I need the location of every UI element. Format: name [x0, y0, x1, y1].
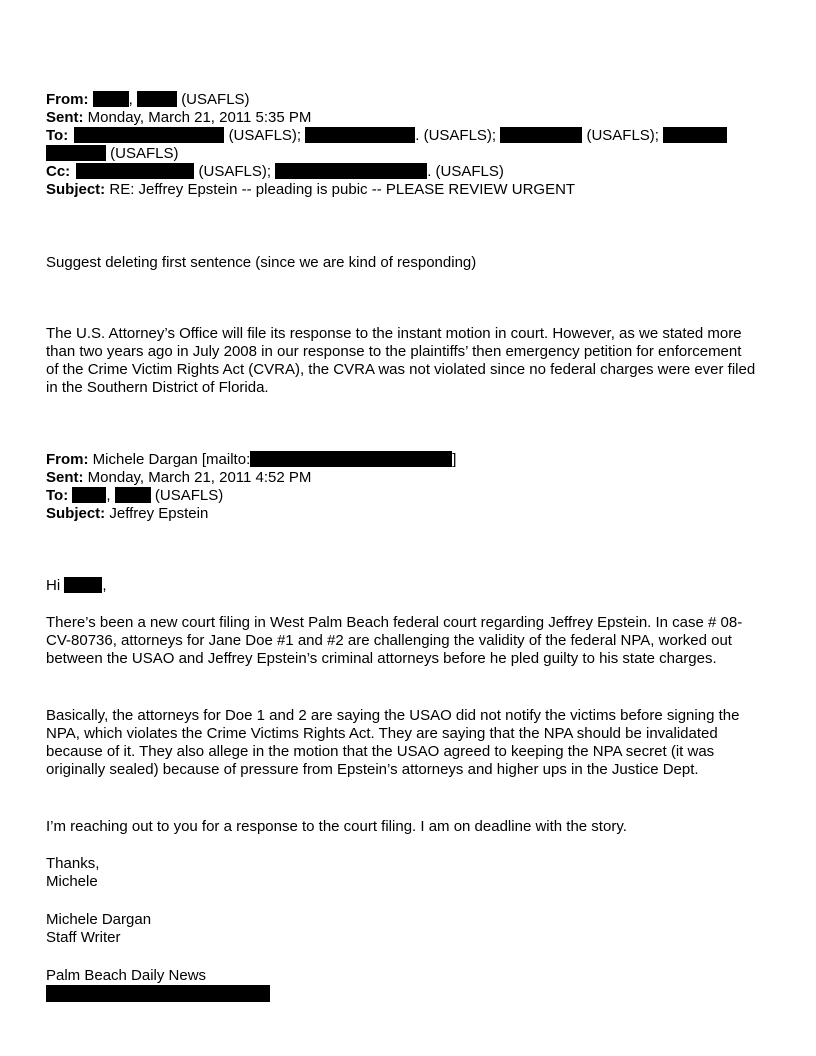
greeting-comma: ,: [102, 577, 107, 594]
email2-from-line: [46, 451, 456, 469]
signature-name: Michele Dargan: [46, 911, 152, 928]
cc-part: . (USAFLS): [427, 163, 504, 180]
from-value: Michele Dargan [mailto:: [92, 451, 251, 468]
email1-cc-line: [46, 163, 504, 181]
to-part: (USAFLS): [110, 145, 179, 162]
redaction: [64, 577, 102, 593]
redaction: [663, 127, 727, 143]
email2-subject-line: [46, 505, 208, 523]
email2-para-2: Basically, the attorneys for Doe 1 and 2 are saying the USAO did not notify the victims before signing the NPA, which violates the Crime Victims Rights Act. They are saying that the NPA should be invalidated because of it. They also allege in the motion that the USAO agreed to keeping the NPA secret (it was originally sealed) because of pressure from Epstein’s attorneys and higher ups in the Justice Dept.: [46, 707, 740, 778]
email1-sent-line: [46, 109, 311, 127]
to-suffix: (USAFLS): [154, 487, 224, 504]
email1-to-line-2: [46, 145, 179, 163]
to-part: (USAFLS);: [228, 127, 302, 144]
subject-label: Subject:: [46, 181, 106, 198]
to-part: . (USAFLS);: [415, 127, 497, 144]
from-label: From:: [46, 451, 89, 468]
to-part: (USAFLS);: [586, 127, 659, 144]
email2-para-1: There’s been a new court filing in West Palm Beach federal court regarding Jeffrey Epstein. In case # 08-CV-80736, attorneys for Jane Doe #1 and #2 are challenging the validity of the federal NPA, worked out between the USAO and Jeffrey Epstein’s criminal attorneys before he pled guilty to his state charges.: [46, 614, 743, 667]
thanks: Thanks,: [46, 855, 100, 872]
greeting: [46, 577, 107, 595]
from-close: ]: [452, 451, 457, 468]
from-suffix: (USAFLS): [181, 91, 250, 108]
signature-redaction: [46, 985, 270, 1004]
redaction: [74, 127, 224, 143]
sent-value: Monday, March 21, 2011 4:52 PM: [87, 469, 312, 486]
redaction: [137, 91, 177, 107]
to-label: To:: [46, 487, 69, 504]
sent-value: Monday, March 21, 2011 5:35 PM: [87, 109, 312, 126]
to-label: To:: [46, 127, 69, 144]
redaction: [46, 985, 270, 1002]
cc-part: (USAFLS);: [198, 163, 272, 180]
sent-label: Sent:: [46, 469, 84, 486]
redaction: [72, 487, 106, 503]
redaction: [500, 127, 582, 143]
email1-body-2: The U.S. Attorney’s Office will file its response to the instant motion in court. However, as we stated more than two years ago in July 2008 in our response to the plaintiffs’ then emergency petition for enforcement of the Crime Victim Rights Act (CVRA), the CVRA was not violated since no federal charges were ever filed in the Southern District of Florida.: [46, 325, 756, 396]
email2-para-3: I’m reaching out to you for a response to the court filing. I am on deadline with the story.: [46, 818, 627, 835]
from-label: From:: [46, 91, 89, 108]
signature-org: Palm Beach Daily News: [46, 967, 207, 984]
redaction: [93, 91, 129, 107]
greeting-text: Hi: [46, 577, 61, 594]
redaction: [250, 451, 452, 467]
redaction: [275, 163, 427, 179]
email1-body-1: Suggest deleting first sentence (since we are kind of responding): [46, 254, 477, 271]
subject-value: RE: Jeffrey Epstein -- pleading is pubic -- PLEASE REVIEW URGENT: [109, 181, 576, 198]
redaction: [46, 145, 106, 161]
email1-from-line: From: , (USAFLS): [46, 91, 250, 108]
email1-subject-line: [46, 181, 575, 199]
sent-label: Sent:: [46, 109, 84, 126]
redaction: [76, 163, 194, 179]
email2-to-line: To: , (USAFLS): [46, 487, 224, 504]
redaction: [305, 127, 415, 143]
subject-label: Subject:: [46, 505, 106, 522]
signoff: Michele: [46, 873, 98, 890]
signature-title: Staff Writer: [46, 929, 121, 946]
cc-label: Cc:: [46, 163, 71, 180]
email1-to-line: [46, 127, 727, 145]
redaction: [115, 487, 151, 503]
subject-value: Jeffrey Epstein: [109, 505, 209, 522]
email2-sent-line: [46, 469, 311, 487]
